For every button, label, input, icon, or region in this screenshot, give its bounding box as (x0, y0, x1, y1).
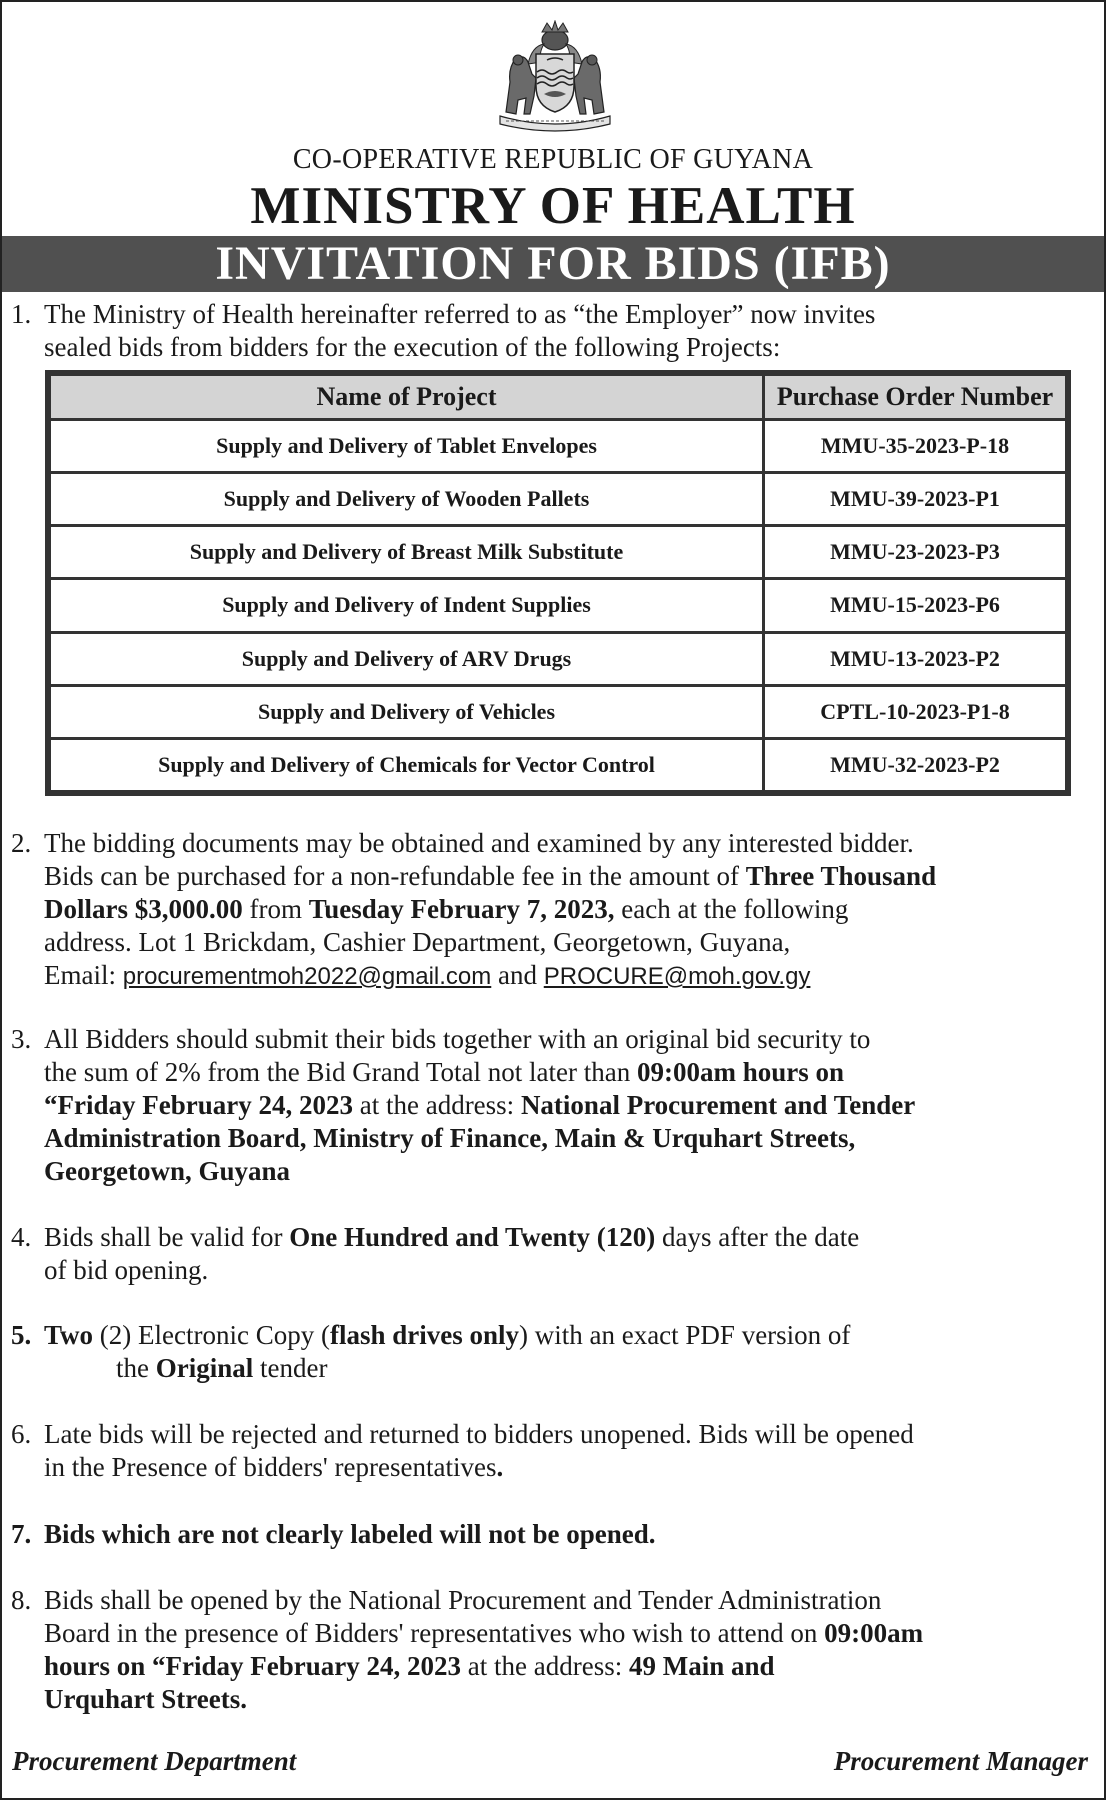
validity-period: One Hundred and Twenty (120) (289, 1222, 656, 1252)
para5-text: (2) Electronic Copy ( (93, 1320, 330, 1350)
paragraph-1 (2, 298, 1104, 364)
table-row (51, 421, 1065, 471)
table-row (51, 687, 1065, 737)
coat-of-arms-icon (492, 20, 618, 132)
para1-line2: sealed bids from bidders for the execution of the following Projects: (44, 332, 781, 362)
para3-text: the sum of 2% from the Bid Grand Total not later than (44, 1057, 637, 1087)
para3-text: at the address: (352, 1090, 521, 1120)
project-name-cell: Supply and Delivery of Indent Supplies (51, 580, 762, 630)
email-link-gmail[interactable]: procurementmoh2022@gmail.com (122, 963, 492, 990)
item-number: 4. (11, 1222, 32, 1252)
email-link-moh[interactable]: PROCURE@moh.gov.gy (543, 963, 811, 990)
para1-line1: The Ministry of Health hereinafter referred to as “the Employer” now invites (44, 299, 876, 329)
submission-address: National Procurement and Tender (520, 1090, 916, 1120)
footer-procurement-manager: Procurement Manager (833, 1746, 1088, 1776)
purchase-start-date: Tuesday February 7, 2023, (308, 894, 615, 924)
column-header-po-number: Purchase Order Number (765, 376, 1065, 418)
table-row (51, 474, 1065, 524)
po-number-cell: MMU-13-2023-P2 (765, 634, 1065, 684)
fee-amount-words: Three Thousand (745, 861, 937, 891)
opening-time: 09:00am (824, 1618, 924, 1648)
project-name-cell: Supply and Delivery of Chemicals for Vector Control (51, 740, 762, 790)
item-number: 5. (11, 1320, 32, 1350)
submission-address: Georgetown, Guyana (44, 1156, 290, 1186)
submission-address: Administration Board, Ministry of Finance, Main & Urquhart Streets, (44, 1123, 856, 1153)
paragraph-4 (2, 1221, 1104, 1287)
paragraph-8 (2, 1584, 1104, 1716)
project-name-cell: Supply and Delivery of Tablet Envelopes (51, 421, 762, 471)
po-number-cell: MMU-15-2023-P6 (765, 580, 1065, 630)
po-number-cell: MMU-23-2023-P3 (765, 527, 1065, 577)
projects-table (45, 370, 1071, 796)
para2-text: each at the following (614, 894, 849, 924)
para5-text: tender (253, 1353, 328, 1383)
para4-text: Bids shall be valid for (44, 1222, 290, 1252)
para6-text: in the Presence of bidders' representatives (44, 1452, 497, 1482)
project-name-cell: Supply and Delivery of Wooden Pallets (51, 474, 762, 524)
project-name-cell: Supply and Delivery of Vehicles (51, 687, 762, 737)
para4-text: of bid opening. (44, 1255, 209, 1285)
table-row (51, 527, 1065, 577)
table-row (51, 580, 1065, 630)
po-number-cell: CPTL-10-2023-P1-8 (765, 687, 1065, 737)
project-name-cell: Supply and Delivery of ARV Drugs (51, 634, 762, 684)
item-number: 1. (11, 299, 32, 329)
original-word: Original (155, 1353, 254, 1383)
para8-text: at the address: (461, 1651, 629, 1681)
paragraph-6 (2, 1418, 1104, 1484)
para2-text: Bids can be purchased for a non-refundable fee in the amount of (44, 861, 746, 891)
para2-line1: The bidding documents may be obtained and examined by any interested bidder. (44, 828, 914, 858)
para2-text: and (491, 960, 544, 990)
table-header-row (51, 376, 1065, 418)
para8-text: Board in the presence of Bidders' representatives who wish to attend on (44, 1618, 825, 1648)
para2-text: from (242, 894, 309, 924)
item-number: 2. (11, 828, 32, 858)
item-number: 6. (11, 1419, 32, 1449)
column-header-project-name: Name of Project (51, 376, 762, 418)
copy-count: Two (44, 1320, 94, 1350)
po-number-cell: MMU-32-2023-P2 (765, 740, 1065, 790)
para6-line1: Late bids will be rejected and returned to bidders unopened. Bids will be opened (44, 1419, 914, 1449)
item-number: 3. (11, 1024, 32, 1054)
ministry-name: MINISTRY OF HEALTH (250, 177, 856, 235)
submission-date: “Friday February 24, 2023 (44, 1090, 353, 1120)
labeling-warning: Bids which are not clearly labeled will not be opened. (44, 1519, 656, 1549)
po-number-cell: MMU-35-2023-P-18 (765, 421, 1065, 471)
para2-text: Email: (44, 960, 123, 990)
submission-time: 09:00am hours on (637, 1057, 845, 1087)
table-row (51, 740, 1065, 790)
po-number-cell: MMU-39-2023-P1 (765, 474, 1065, 524)
para2-address: address. Lot 1 Brickdam, Cashier Department, Georgetown, Guyana, (44, 927, 791, 957)
para4-text: days after the date (655, 1222, 860, 1252)
paragraph-3 (2, 1023, 1104, 1188)
footer-procurement-department: Procurement Department (12, 1746, 297, 1776)
item-number: 8. (11, 1585, 32, 1615)
opening-address: Urquhart Streets. (44, 1684, 247, 1714)
opening-date: hours on “Friday February 24, 2023 (44, 1651, 462, 1681)
flash-drives-note: flash drives only (329, 1320, 519, 1350)
para8-line1: Bids shall be opened by the National Procurement and Tender Administration (44, 1585, 882, 1615)
para5-text: the (116, 1353, 156, 1383)
country-name: CO-OPERATIVE REPUBLIC OF GUYANA (292, 144, 814, 175)
paragraph-5 (2, 1319, 1104, 1385)
fee-amount: Dollars $3,000.00 (44, 894, 243, 924)
project-name-cell: Supply and Delivery of Breast Milk Substitute (51, 527, 762, 577)
para5-text: ) with an exact PDF version of (518, 1320, 851, 1350)
opening-address: 49 Main and (628, 1651, 775, 1681)
para6-period: . (496, 1452, 504, 1482)
paragraph-7 (2, 1518, 1104, 1551)
item-number: 7. (11, 1519, 32, 1549)
table-row (51, 634, 1065, 684)
para3-line1: All Bidders should submit their bids together with an original bid security to (44, 1024, 871, 1054)
paragraph-2 (2, 827, 1104, 993)
notice-title-banner: INVITATION FOR BIDS (IFB) (2, 236, 1104, 292)
